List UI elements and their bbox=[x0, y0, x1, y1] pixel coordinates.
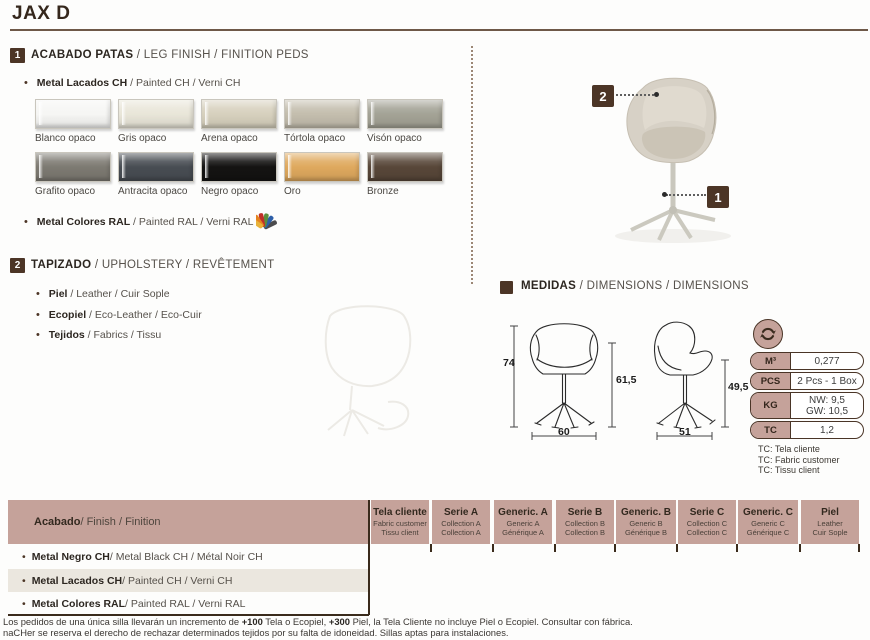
col-line2: Generic C bbox=[751, 519, 785, 528]
title-rule bbox=[10, 29, 868, 31]
col-line3: Collection B bbox=[564, 528, 606, 537]
swatch-color-chip bbox=[367, 99, 443, 129]
bullet-metal-lacados-ch bbox=[24, 77, 240, 89]
swatch-oro bbox=[284, 152, 362, 197]
col-line1: Generic. A bbox=[498, 507, 548, 518]
section2-heading-rest: / UPHOLSTERY / REVÊTEMENT bbox=[91, 259, 275, 271]
spec-label: TC bbox=[751, 422, 791, 438]
callout-1-dot bbox=[662, 192, 667, 197]
medidas-heading-rest: / DIMENSIONS / DIMENSIONS bbox=[576, 280, 749, 292]
spec-label: KG bbox=[751, 393, 791, 418]
swatch-color-chip bbox=[118, 152, 194, 182]
footer-bold-300: +300 bbox=[328, 616, 350, 627]
finish-table-header-piel bbox=[801, 500, 859, 544]
spec-value-nw: NW: 9,5 bbox=[809, 394, 845, 406]
swivel-arrows-icon bbox=[753, 319, 783, 349]
finish-row-metal-negro-ch bbox=[8, 546, 368, 568]
section1-heading bbox=[31, 49, 309, 61]
col-line1: Serie C bbox=[689, 507, 725, 518]
tc-note-es: TC: Tela cliente bbox=[758, 444, 820, 454]
bullet-metal-colores-ral bbox=[24, 216, 254, 228]
ral-color-fan-icon bbox=[256, 209, 284, 231]
dim-front-height: 74 bbox=[503, 357, 515, 369]
col-line1: Piel bbox=[821, 507, 839, 518]
swatch-label: Negro opaco bbox=[201, 186, 259, 197]
callout-badge-1: 1 bbox=[707, 186, 729, 208]
swatch-label: Bronze bbox=[367, 186, 399, 197]
bullet-ecopiel bbox=[36, 309, 202, 321]
swatch-color-chip bbox=[201, 99, 277, 129]
row-rest: / Painted CH / Verni CH bbox=[122, 574, 233, 587]
tc-note-en: TC: Fabric customer bbox=[758, 454, 840, 465]
dim-front-width: 60 bbox=[558, 426, 570, 438]
swatch-color-chip bbox=[118, 99, 194, 129]
callout-badge-2: 2 bbox=[592, 85, 614, 107]
footer-text: Piel, la Tela Cliente no incluye Piel o Ecopiel. Consultar con fábrica. bbox=[349, 616, 633, 627]
spec-value: 0,277 bbox=[814, 355, 840, 367]
col-line3: Collection A bbox=[441, 528, 481, 537]
col-line2: Collection C bbox=[686, 519, 728, 528]
finish-table-header-serie-c bbox=[678, 500, 736, 544]
swatch-label: Arena opaco bbox=[201, 133, 258, 144]
row-rest: / Painted RAL / Verni RAL bbox=[125, 597, 246, 610]
bullet-rest: / Painted RAL / Verni RAL bbox=[130, 216, 254, 228]
spec-row-pcs bbox=[750, 372, 864, 390]
swatch-label: Oro bbox=[284, 186, 301, 197]
row-rest: / Metal Black CH / Métal Noir CH bbox=[109, 551, 263, 563]
swatch-label: Blanco opaco bbox=[35, 133, 96, 144]
swatch-label: Antracita opaco bbox=[118, 186, 188, 197]
swatch-antracita-opaco bbox=[118, 152, 196, 197]
page-title: JAX D bbox=[12, 3, 71, 24]
medidas-badge bbox=[500, 281, 513, 294]
swatch-color-chip bbox=[201, 152, 277, 182]
acabado-rest: / Finish / Finition bbox=[80, 516, 161, 528]
finish-table-header-serie-a bbox=[432, 500, 490, 544]
acabado-bold: Acabado bbox=[34, 516, 81, 528]
bullet-rest: / Eco-Leather / Eco-Cuir bbox=[86, 309, 202, 321]
bullet-bold: Ecopiel bbox=[48, 309, 87, 321]
swatch-color-chip bbox=[35, 99, 111, 129]
section2-heading-bold: TAPIZADO bbox=[31, 259, 92, 271]
swatch-grafito-opaco bbox=[35, 152, 113, 197]
column-tick bbox=[614, 544, 616, 552]
column-tick bbox=[430, 544, 432, 552]
footer-text: Los pedidos de una única silla llevarán un incremento de bbox=[3, 616, 242, 627]
col-line2: Leather bbox=[817, 519, 843, 528]
spec-value-gw: GW: 10,5 bbox=[805, 405, 849, 417]
row-bold: • Metal Colores RAL bbox=[31, 597, 126, 610]
swatch-vison-opaco bbox=[367, 99, 445, 144]
spec-value: 2 Pcs - 1 Box bbox=[797, 375, 857, 387]
callout-2-dotted-line bbox=[616, 94, 658, 96]
bullet-rest: / Leather / Cuir Sople bbox=[67, 288, 170, 300]
footer-text: Tela o Ecopiel, bbox=[262, 616, 329, 627]
bullet-tejidos bbox=[36, 329, 161, 341]
bullet-piel bbox=[36, 288, 170, 300]
spec-label: M³ bbox=[751, 353, 791, 369]
column-divider bbox=[471, 46, 473, 284]
swatch-label: Tórtola opaco bbox=[284, 133, 346, 144]
dim-front-back-height: 61,5 bbox=[616, 374, 637, 386]
col-line3: Générique A bbox=[502, 528, 544, 537]
swatch-color-chip bbox=[284, 152, 360, 182]
finish-row-metal-colores-ral bbox=[8, 593, 368, 614]
col-line2: Generic B bbox=[629, 519, 663, 528]
section2-heading bbox=[31, 259, 274, 271]
bullet-bold: Metal Lacados CH bbox=[36, 77, 128, 89]
swatch-negro-opaco bbox=[201, 152, 279, 197]
bullet-bold: Metal Colores RAL bbox=[36, 216, 131, 228]
col-line1: Serie A bbox=[443, 507, 479, 518]
swatch-color-chip bbox=[367, 152, 443, 182]
section1-heading-rest: / LEG FINISH / FINITION PEDS bbox=[133, 49, 309, 61]
row-bold: • Metal Negro CH bbox=[31, 551, 110, 563]
swatch-tortola-opaco bbox=[284, 99, 362, 144]
column-tick bbox=[554, 544, 556, 552]
col-line3: Générique B bbox=[624, 528, 668, 537]
swatch-color-chip bbox=[35, 152, 111, 182]
swatch-bronze bbox=[367, 152, 445, 197]
footer-bold-100: +100 bbox=[241, 616, 263, 627]
swatch-color-chip bbox=[284, 99, 360, 129]
callout-2-dot bbox=[654, 92, 659, 97]
col-line3: Collection C bbox=[686, 528, 728, 537]
col-line1: Serie B bbox=[567, 507, 603, 518]
column-tick bbox=[492, 544, 494, 552]
column-tick bbox=[799, 544, 801, 552]
ghost-chair-watermark bbox=[292, 298, 452, 446]
spec-row-tc bbox=[750, 421, 864, 439]
section2-number-badge: 2 bbox=[10, 258, 25, 273]
spec-value bbox=[791, 393, 863, 418]
section1-number-badge: 1 bbox=[10, 48, 25, 63]
col-line3: Cuir Sople bbox=[812, 528, 848, 537]
medidas-heading bbox=[521, 280, 749, 292]
swatch-blanco-opaco bbox=[35, 99, 113, 144]
col-line1: Generic. C bbox=[742, 507, 794, 518]
bullet-rest: / Fabrics / Tissu bbox=[84, 329, 162, 341]
finish-table-header-serie-b bbox=[556, 500, 614, 544]
spec-row-kg bbox=[750, 392, 864, 419]
footer-line-2: naCHer se reserva el derecho de rechazar determinados tejidos por su falta de idoneidad. Sillas aptas para instalaciones. bbox=[3, 627, 509, 638]
bullet-bold: Tejidos bbox=[48, 329, 85, 341]
spec-row-m3 bbox=[750, 352, 864, 370]
finish-table-header-generic-b bbox=[616, 500, 676, 544]
spec-value: 1,2 bbox=[820, 424, 834, 436]
finish-table-header-tela-cliente bbox=[371, 500, 429, 544]
finish-table-header-generic-c bbox=[738, 500, 798, 544]
col-line2: Collection A bbox=[441, 519, 481, 528]
medidas-heading-bold: MEDIDAS bbox=[521, 280, 577, 292]
column-tick bbox=[736, 544, 738, 552]
tc-notes bbox=[758, 444, 840, 476]
finish-table-header-generic-a bbox=[494, 500, 552, 544]
bullet-rest: / Painted CH / Verni CH bbox=[127, 77, 241, 89]
col-line1: Tela cliente bbox=[373, 507, 427, 518]
footer-line-1 bbox=[3, 616, 633, 627]
column-tick bbox=[676, 544, 678, 552]
section1-heading-bold: ACABADO PATAS bbox=[31, 49, 134, 61]
col-line2: Collection B bbox=[564, 519, 606, 528]
swatch-arena-opaco bbox=[201, 99, 279, 144]
col-line1: Generic. B bbox=[620, 507, 672, 518]
col-line2: Generic A bbox=[506, 519, 540, 528]
finish-table-vertical-line bbox=[368, 500, 370, 615]
spec-label: PCS bbox=[751, 373, 791, 389]
row-bold: • Metal Lacados CH bbox=[31, 574, 123, 587]
tc-note-fr: TC: Tissu client bbox=[758, 465, 820, 475]
col-line3: Tissu client bbox=[381, 528, 419, 537]
callout-1-dotted-line bbox=[666, 194, 706, 196]
swatch-label: Gris opaco bbox=[118, 133, 167, 144]
column-tick bbox=[858, 544, 860, 552]
swatch-label: Grafito opaco bbox=[35, 186, 96, 197]
finish-row-metal-lacados-ch bbox=[8, 569, 368, 592]
dim-side-depth: 51 bbox=[679, 426, 691, 438]
swatch-label: Visón opaco bbox=[367, 133, 422, 144]
finish-table-header-acabado bbox=[8, 500, 368, 544]
bullet-bold: Piel bbox=[48, 288, 68, 300]
col-line2: Fabric customer bbox=[373, 519, 427, 528]
col-line3: Générique C bbox=[746, 528, 790, 537]
dim-side-seat-height: 49,5 bbox=[728, 381, 749, 393]
swatch-gris-opaco bbox=[118, 99, 196, 144]
